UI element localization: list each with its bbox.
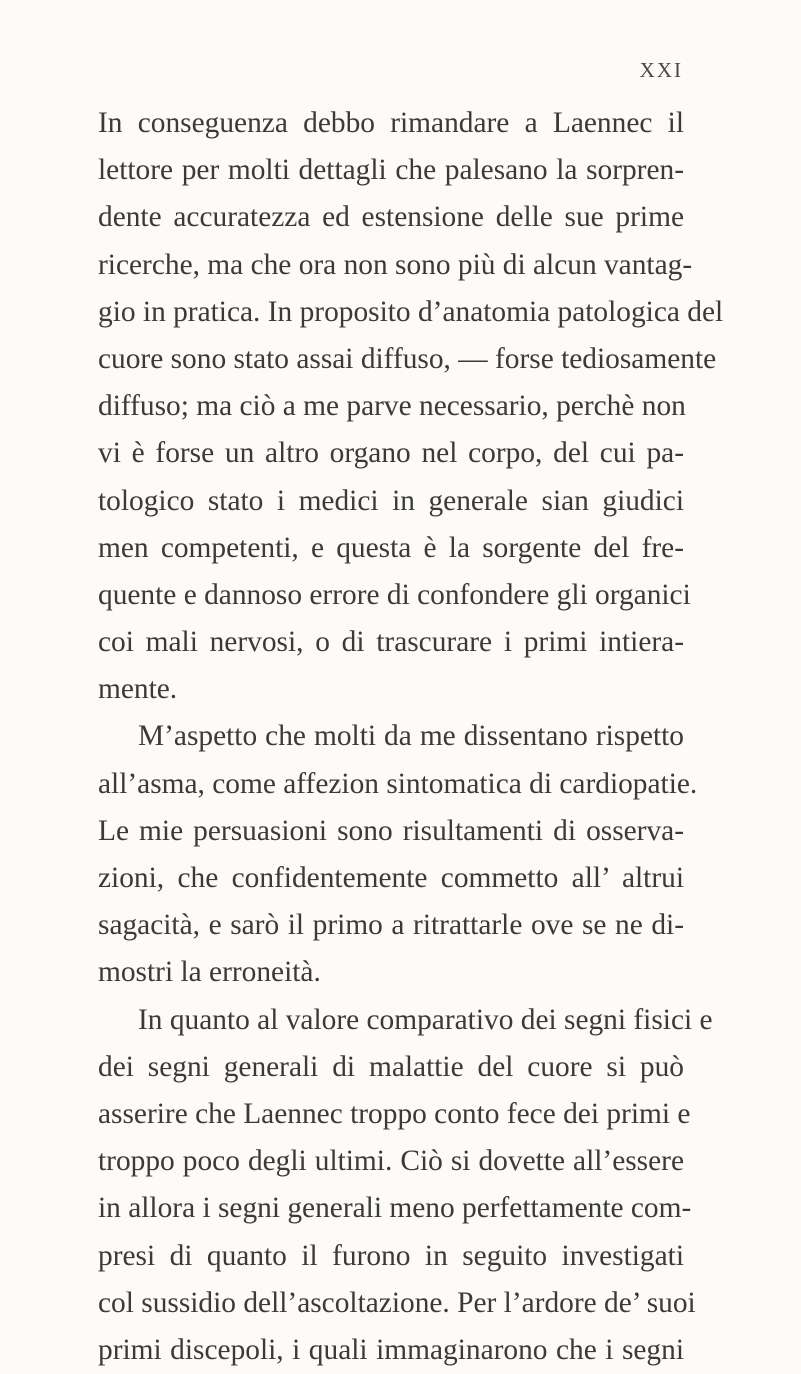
text-line: coi mali nervosi, o di trascurare i primi intiera-: [98, 626, 684, 659]
text-line: tologico stato i medici in generale sian giudici: [98, 484, 684, 517]
text-line: diffuso; ma ciò a me parve necessario, perchè non: [98, 390, 686, 423]
page-number: XXI: [639, 58, 683, 82]
text-line: vi è forse un altro organo nel corpo, del cui pa-: [98, 437, 684, 470]
text-line: men competenti, e questa è la sorgente del fre-: [98, 531, 684, 564]
text-line: quente e dannoso errore di confondere gli organici: [98, 578, 691, 611]
text-line: asserire che Laennec troppo conto fece dei primi e: [98, 1097, 691, 1130]
text-line: M’aspetto che molti da me dissentano rispetto: [138, 720, 684, 753]
text-line: cuore sono stato assai diffuso, — forse tediosamente: [98, 342, 717, 375]
text-line: zioni, che confidentemente commetto all’ altrui: [98, 862, 684, 894]
text-line: mostri la erroneità.: [98, 956, 321, 989]
text-line: presi di quanto il furono in seguito investigati: [98, 1239, 684, 1272]
text-line: In quanto al valore comparativo dei segni fisici e: [138, 1003, 713, 1036]
text-line: dente accuratezza ed estensione delle sue prime: [98, 201, 684, 234]
text-line: gio in pratica. In proposito d’anatomia patologica del: [98, 295, 724, 328]
text-line: ricerche, ma che ora non sono più di alcun vantag-: [98, 248, 693, 281]
text-line: col sussidio dell’ascoltazione. Per l’ardore de’ suoi: [98, 1286, 696, 1319]
text-line: dei segni generali di malattie del cuore si può: [98, 1050, 684, 1083]
text-line: In conseguenza debbo rimandare a Laennec il: [98, 107, 684, 139]
text-line: primi discepoli, i quali immaginarono che i segni: [98, 1333, 684, 1366]
text-line: sagacità, e sarò il primo a ritrattarle ove se ne di-: [98, 909, 684, 942]
text-line: Le mie persuasioni sono risultamenti di osserva-: [98, 814, 684, 847]
text-line: all’asma, come affezion sintomatica di cardiopatie.: [98, 767, 698, 800]
text-line: mente.: [98, 673, 178, 706]
text-line: troppo poco degli ultimi. Ciò si dovette all’essere: [98, 1145, 684, 1178]
text-line: in allora i segni generali meno perfettamente com-: [98, 1192, 692, 1225]
text-line: lettore per molti dettagli che palesano la sorpren-: [98, 154, 684, 187]
body-text: [98, 100, 724, 1374]
